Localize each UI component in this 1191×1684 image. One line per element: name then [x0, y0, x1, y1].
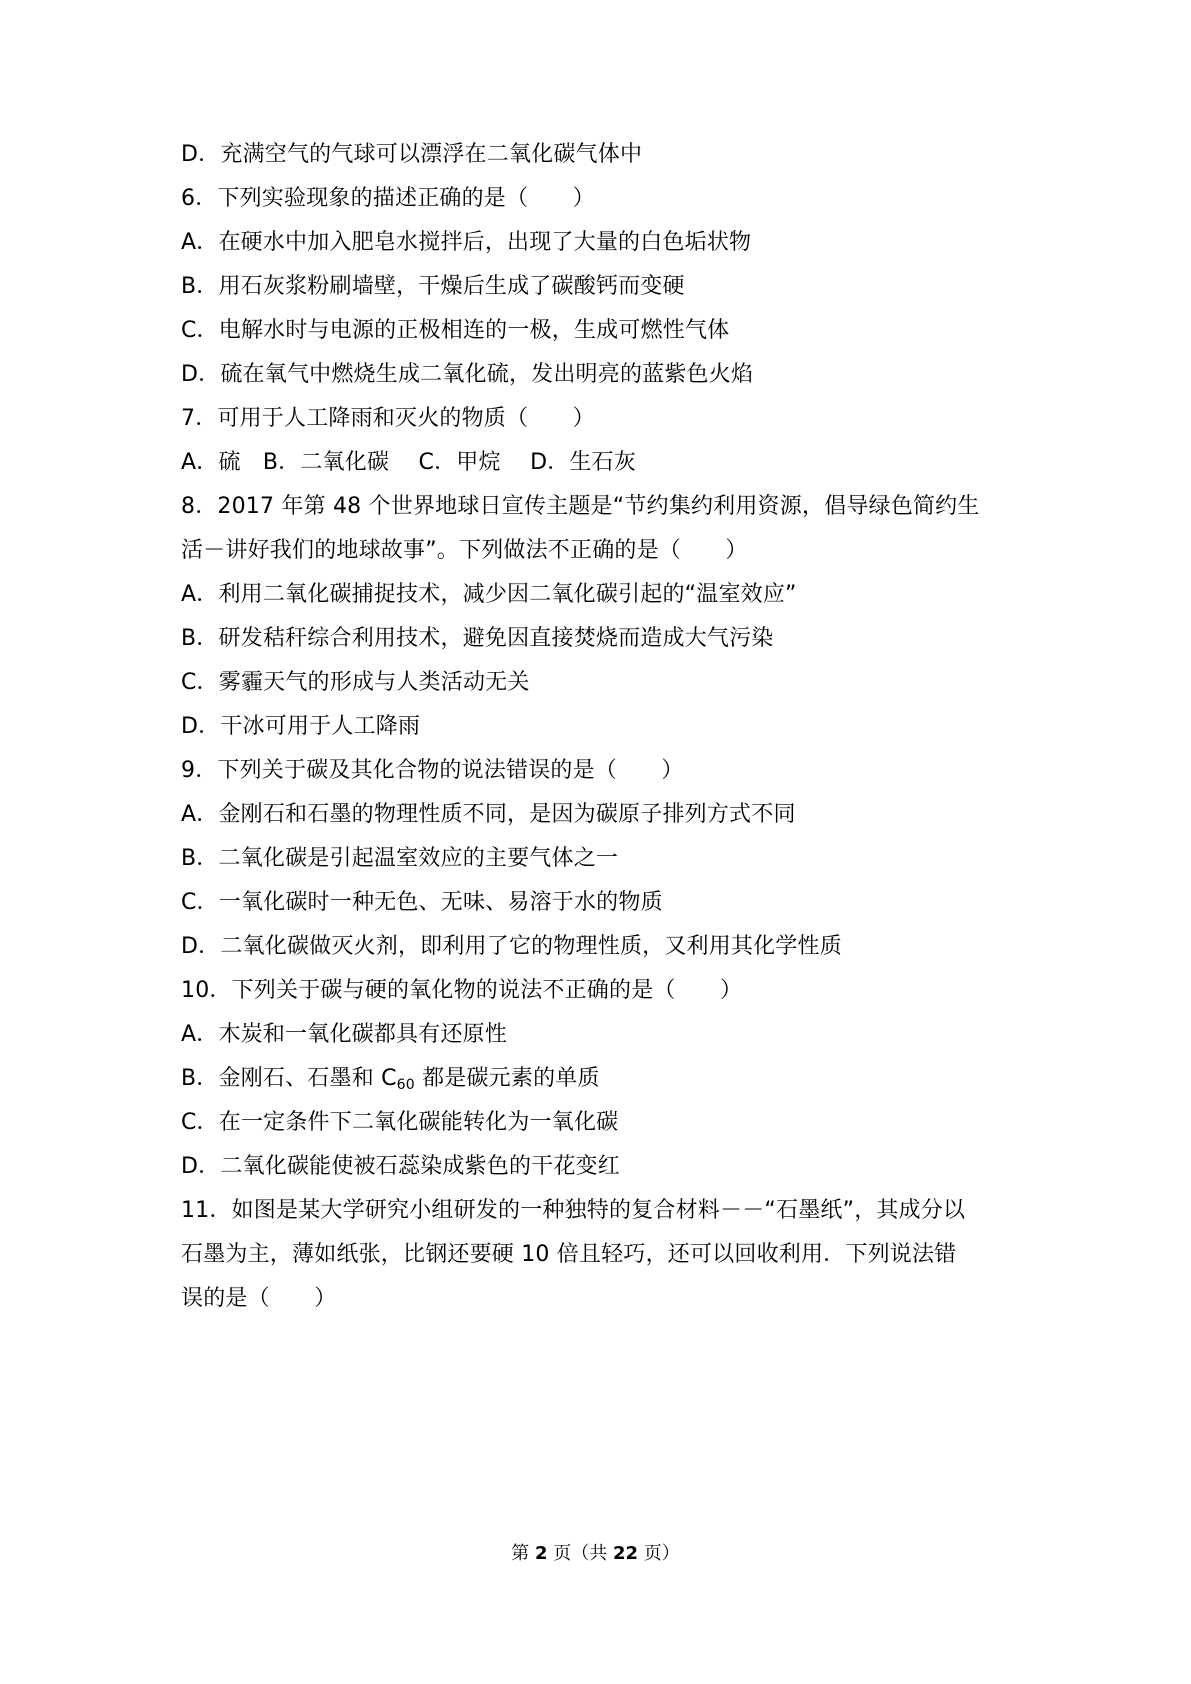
question-8: 8．2017 年第 48 个世界地球日宣传主题是“节约集约利用资源，倡导绿色简约生 [181, 494, 980, 519]
option-10d: D．二氧化碳能使被石蕊染成紫色的干花变红 [181, 1154, 620, 1179]
question-9: 9．下列关于碳及其化合物的说法错误的是（ ） [181, 758, 684, 783]
option-10b [181, 1065, 600, 1093]
option-10c: C．在一定条件下二氧化碳能转化为一氧化碳 [181, 1110, 619, 1135]
option-6c: C．电解水时与电源的正极相连的一极，生成可燃性气体 [181, 318, 730, 343]
footer-middle: 页（共 [547, 1543, 613, 1564]
option-9a: A．金刚石和石墨的物理性质不同，是因为碳原子排列方式不同 [181, 802, 796, 827]
text-line: D．充满空气的气球可以漂浮在二氧化碳气体中 [181, 142, 643, 167]
options-7: A．硫 B．二氧化碳 C．甲烷 D．生石灰 [181, 450, 637, 475]
question-6: 6．下列实验现象的描述正确的是（ ） [181, 186, 595, 211]
question-10: 10．下列关于碳与硬的氧化物的说法不正确的是（ ） [181, 978, 743, 1003]
question-7: 7．可用于人工降雨和灭火的物质（ ） [181, 406, 595, 431]
question-11-cont: 石墨为主，薄如纸张，比钢还要硬 10 倍且轻巧，还可以回收利用．下列说法错 [181, 1242, 957, 1267]
option-8a: A．利用二氧化碳捕捉技术，减少因二氧化碳引起的“温室效应” [181, 582, 797, 607]
subscript-60: 60 [396, 1077, 415, 1093]
page-footer [0, 1542, 1191, 1566]
option-10a: A．木炭和一氧化碳都具有还原性 [181, 1022, 508, 1047]
option-10b-text: B．金刚石、石墨和 C [181, 1066, 397, 1091]
option-9c: C．一氧化碳时一种无色、无味、易溶于水的物质 [181, 890, 663, 915]
page-number: 2 [534, 1543, 548, 1564]
footer-prefix: 第 [511, 1543, 535, 1564]
option-6d: D．硫在氧气中燃烧生成二氧化硫，发出明亮的蓝紫色火焰 [181, 362, 754, 387]
footer-suffix: 页） [638, 1543, 680, 1564]
option-6a: A．在硬水中加入肥皂水搅拌后，出现了大量的白色垢状物 [181, 230, 752, 255]
option-8d: D．干冰可用于人工降雨 [181, 714, 421, 739]
question-11-end: 误的是（ ） [181, 1286, 337, 1311]
option-10b-text-end: 都是碳元素的单质 [414, 1066, 600, 1091]
option-8c: C．雾霾天气的形成与人类活动无关 [181, 670, 530, 695]
option-9b: B．二氧化碳是引起温室效应的主要气体之一 [181, 846, 619, 871]
option-8b: B．研发秸秆综合利用技术，避免因直接焚烧而造成大气污染 [181, 626, 774, 651]
option-6b: B．用石灰浆粉刷墙壁，干燥后生成了碳酸钙而变硬 [181, 274, 685, 299]
option-9d: D．二氧化碳做灭火剂，即利用了它的物理性质，又利用其化学性质 [181, 934, 842, 959]
question-11: 11．如图是某大学研究小组研发的一种独特的复合材料－－“石墨纸”，其成分以 [181, 1198, 966, 1223]
question-8-cont: 活－讲好我们的地球故事”。下列做法不正确的是（ ） [181, 538, 748, 563]
page-total: 22 [612, 1543, 639, 1564]
